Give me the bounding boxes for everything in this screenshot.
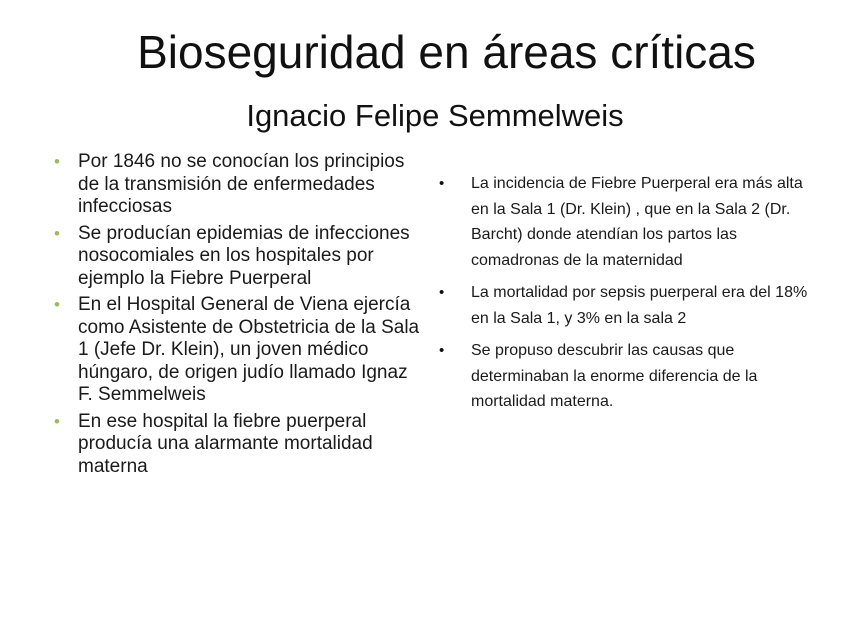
bullet-text: En el Hospital General de Viena ejercía como Asistente de Obstetricia de la Sala 1 (Jefe Dr. Klein), un joven médico húngaro, de origen judío llamado Ignaz F. Semmelweis (78, 294, 420, 405)
slide-title: Bioseguridad en áreas críticas (137, 26, 756, 78)
bullet-icon: • (439, 284, 445, 301)
list-item (54, 223, 424, 291)
list-item (437, 280, 817, 331)
bullet-icon: • (439, 175, 445, 192)
bullet-icon: • (54, 223, 60, 243)
bullet-text: Se propuso descubrir las causas que determinaban la enorme diferencia de la mortalidad materna. (471, 342, 758, 410)
slide-subtitle: Ignacio Felipe Semmelweis (246, 98, 624, 133)
list-item (437, 171, 817, 273)
bullet-text: Se producían epidemias de infecciones nosocomiales en los hospitales por ejemplo la Fiebre Puerperal (78, 222, 410, 289)
bullet-text: En ese hospital la fiebre puerperal producía una alarmante mortalidad materna (78, 410, 373, 477)
list-item (54, 294, 424, 407)
list-item (54, 151, 424, 219)
bullet-icon: • (54, 152, 60, 171)
bullet-icon: • (54, 411, 60, 431)
bullet-icon: • (439, 342, 445, 359)
bullet-text: La incidencia de Fiebre Puerperal era más alta en la Sala 1 (Dr. Klein) , que en la Sala 2 (Dr. Barcht) donde atendían los partos las comadronas de la maternidad (471, 175, 803, 269)
bullet-text: Por 1846 no se conocían los principios de la transmisión de enfermedades infecciosas (78, 151, 405, 217)
left-bullet-list (54, 151, 424, 482)
right-bullet-list (437, 171, 817, 422)
list-item (54, 411, 424, 479)
list-item (437, 338, 817, 415)
bullet-text: La mortalidad por sepsis puerperal era del 18% en la Sala 1, y 3% en la sala 2 (471, 284, 808, 327)
bullet-icon: • (54, 295, 60, 314)
